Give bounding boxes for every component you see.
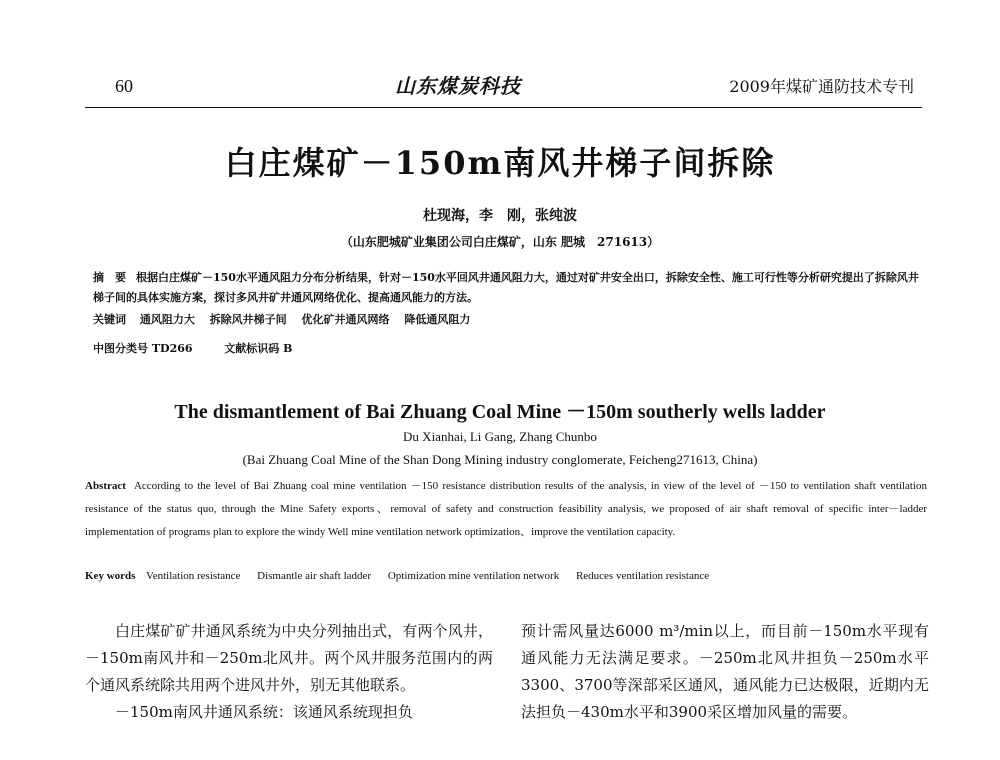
keywords-chinese [93,311,927,327]
abstract-label-chinese: 摘 要 [93,271,126,284]
body-paragraph: －150m南风井通风系统：该通风系统现担负 [115,703,413,721]
abstract-english [85,475,927,544]
keyword-cn: 通风阻力大 [139,313,195,326]
affiliation-chinese: （山东肥城矿业集团公司白庄煤矿，山东 肥城 271613） [340,235,660,249]
keyword-en: Reduces ventilation resistance [575,570,710,582]
keywords-label-chinese: 关键词 [93,313,126,326]
authors-chinese: 杜现海，李 刚，张纯波 [423,208,577,224]
keyword-en: Ventilation resistance [145,570,241,582]
title-chinese: 白庄煤矿－150m南风井梯子间拆除 [224,144,776,182]
abstract-chinese [93,268,927,308]
abstract-text-english: According to the level of Bai Zhuang coal mine ventilation －150 resistance distribution results of the analysis, in view of the level of －150 to ventilation shaft ventilation resistance of the status quo, through the Mine Safety exports、removal of safety and construction feasibility analysis, we proposed of air shaft removal of specific inter－ladder implementation of programs plan to explore the windy Well mine ventilation network optimization、improve the ventilation capacity. [85,480,927,538]
clc-value: TD266 [151,342,193,355]
keywords-label-english: Key words [85,570,136,582]
clc-label: 中图分类号 [93,342,148,355]
abstract-text-chinese: 根据白庄煤矿－150水平通风阻力分布分析结果，针对－150水平回风井通风阻力大，通过对矿井安全出口，拆除安全性、施工可行性等分析研究提出了拆除风井梯子间的具体实施方案，探讨多风井矿井通风网络优化、提高通风能力的方法。 [93,271,919,304]
journal-name: 山东煤炭科技 [395,74,521,98]
issue-label: 2009年煤矿通防技术专刊 [729,77,914,96]
body-column-right [521,618,929,726]
header-rule [85,107,922,108]
keyword-en: Optimization mine ventilation network [387,570,560,582]
authors-english: Du Xianhai, Li Gang, Zhang Chunbo [403,429,597,444]
doc-code-value: B [283,342,293,355]
body-paragraph: 预计需风量达6000 m³/min以上，而目前－150m水平现有通风能力无法满足要求。－250m北风井担负－250m水平3300、3700等深部采区通风，通风能力已达极限，近期内无法担负－430m水平和3900采区增加风量的需要。 [521,622,929,721]
keyword-cn: 拆除风井梯子间 [209,313,287,326]
running-header [85,66,922,106]
page-number: 60 [115,76,133,96]
keyword-cn: 优化矿井通风网络 [301,313,390,326]
doc-code-label: 文献标识码 [224,342,280,355]
body-paragraph: 白庄煤矿矿井通风系统为中央分列抽出式，有两个风井，－150m南风井和－250m北风井。两个风井服务范围内的两个通风系统除共用两个进风井外，别无其他联系。 [85,622,493,694]
classification-line [93,340,292,356]
title-english: The dismantlement of Bai Zhuang Coal Mine －150m southerly wells ladder [174,401,826,423]
keyword-en: Dismantle air shaft ladder [257,570,372,582]
abstract-label-english: Abstract [85,480,126,492]
keyword-cn: 降低通风阻力 [404,313,471,326]
affiliation-english: (Bai Zhuang Coal Mine of the Shan Dong Mining industry conglomerate, Feicheng271613, China) [242,452,758,467]
body-column-left [85,618,493,726]
keywords-english [85,570,927,582]
